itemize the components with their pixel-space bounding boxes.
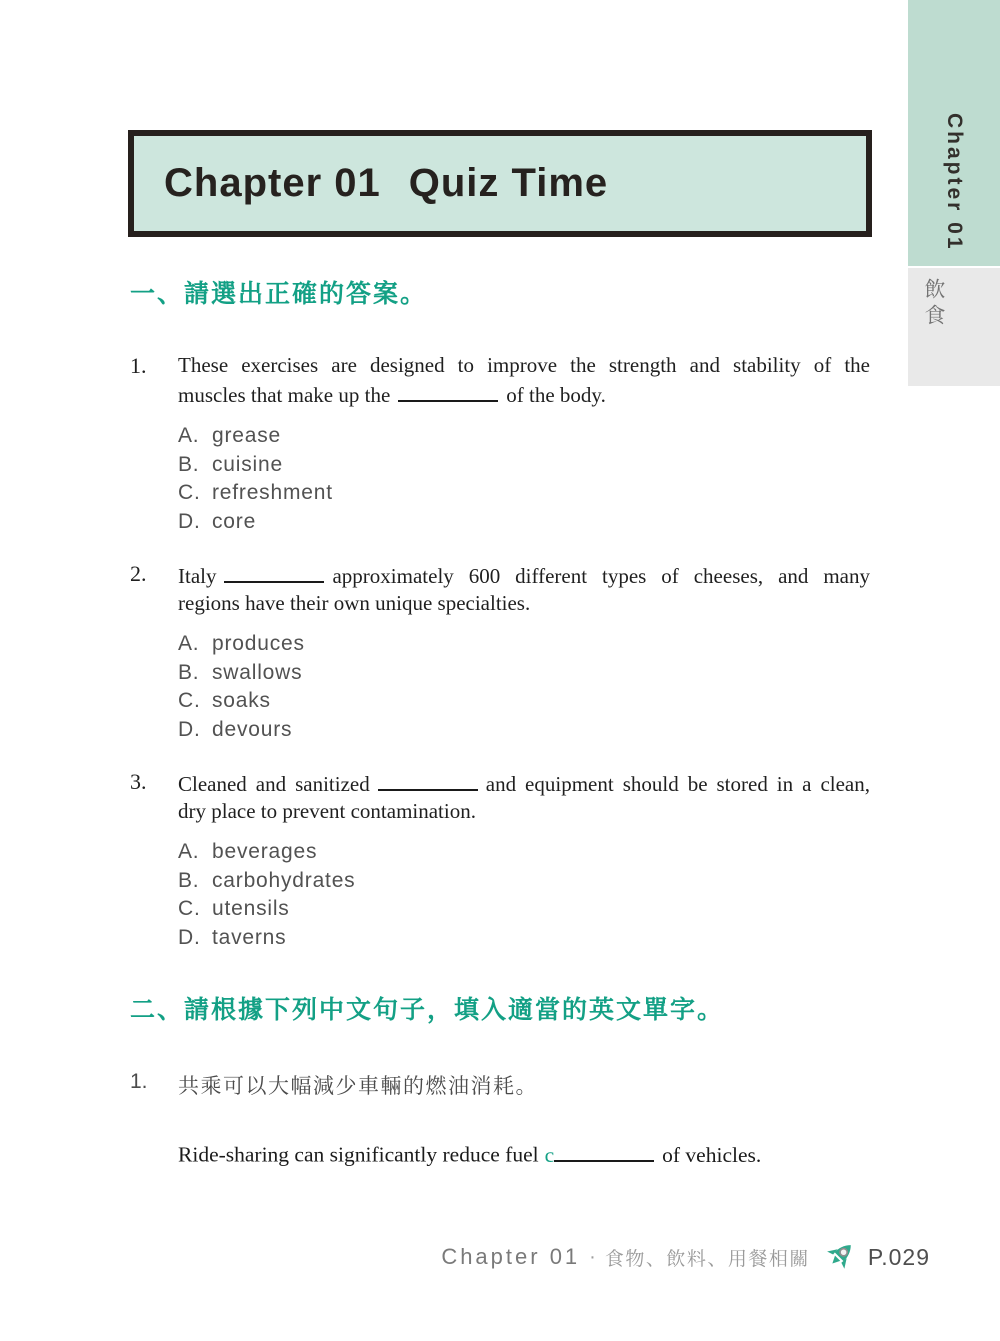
- option-row: D. core: [178, 509, 257, 533]
- option-row: B. swallows: [178, 660, 303, 684]
- answer-blank: [554, 1138, 654, 1162]
- question-2-line1: Italy approximately 600 different types of cheeses, and many: [178, 560, 870, 590]
- question-2-body: [178, 560, 870, 744]
- option-row: B. cuisine: [178, 452, 283, 476]
- section1-heading: 一、請選出正確的答案。: [130, 280, 428, 308]
- question-3-line2: dry place to prevent contamination.: [178, 799, 476, 823]
- section2-question-1: [130, 1070, 538, 1100]
- section2-question-1-chinese: 共乘可以大幅減少車輛的燃油消耗。: [178, 1075, 538, 1098]
- question-1-line1: These exercises are designed to improve the strength and stability of the: [178, 353, 870, 377]
- chapter-number: Chapter 01: [164, 161, 381, 205]
- question-1: [130, 352, 870, 536]
- chapter-title-box: [128, 130, 872, 237]
- section2-question-1-english: Ride-sharing can significantly reduce fuel c of vehicles.: [178, 1138, 761, 1168]
- option-row: D. taverns: [178, 925, 287, 949]
- answer-blank: [224, 560, 324, 583]
- hint-letter: c: [544, 1142, 555, 1167]
- sidebar-category-label: 飲食: [922, 278, 945, 330]
- question-1-line2: muscles that make up the of the body.: [178, 379, 870, 409]
- option-row: A. produces: [178, 632, 305, 655]
- question-3-number: 3.: [130, 769, 147, 794]
- footer-page-number: P.029: [867, 1243, 930, 1270]
- footer-chapter: Chapter 01: [441, 1244, 581, 1269]
- question-3-options: [178, 838, 870, 952]
- section2-question-1-number: 1.: [130, 1070, 148, 1093]
- sidebar-chapter-tab: [908, 0, 1000, 266]
- option-row: C. refreshment: [178, 481, 333, 504]
- footer-separator: ·: [589, 1245, 596, 1268]
- option-row: C. utensils: [178, 897, 290, 920]
- question-3: [130, 768, 870, 952]
- page-footer: [441, 1240, 930, 1274]
- option-row: B. carbohydrates: [178, 868, 356, 892]
- sidebar-category-tab: [908, 268, 1000, 386]
- answer-blank: [398, 379, 498, 402]
- question-2: [130, 560, 870, 744]
- option-row: D. devours: [178, 717, 293, 741]
- rocket-icon: [824, 1240, 858, 1274]
- footer-category: 食物、飲料、用餐相關: [604, 1248, 810, 1270]
- page-title: Quiz Time: [408, 161, 609, 205]
- question-3-body: [178, 768, 870, 952]
- answer-blank: [378, 768, 478, 791]
- question-3-line1: Cleaned and sanitized and equipment should be stored in a clean,: [178, 768, 870, 798]
- question-1-number: 1.: [130, 353, 147, 378]
- option-row: A. grease: [178, 424, 282, 447]
- sidebar-chapter-label: Chapter 01: [943, 113, 966, 252]
- option-row: A. beverages: [178, 840, 318, 863]
- question-2-line2: regions have their own unique specialties.: [178, 591, 531, 615]
- option-row: C. soaks: [178, 689, 271, 712]
- question-2-options: [178, 630, 870, 744]
- section2-heading: 二、請根據下列中文句子，填入適當的英文單字。: [130, 996, 725, 1024]
- question-2-number: 2.: [130, 561, 147, 586]
- question-1-options: [178, 422, 870, 536]
- question-1-body: [178, 352, 870, 536]
